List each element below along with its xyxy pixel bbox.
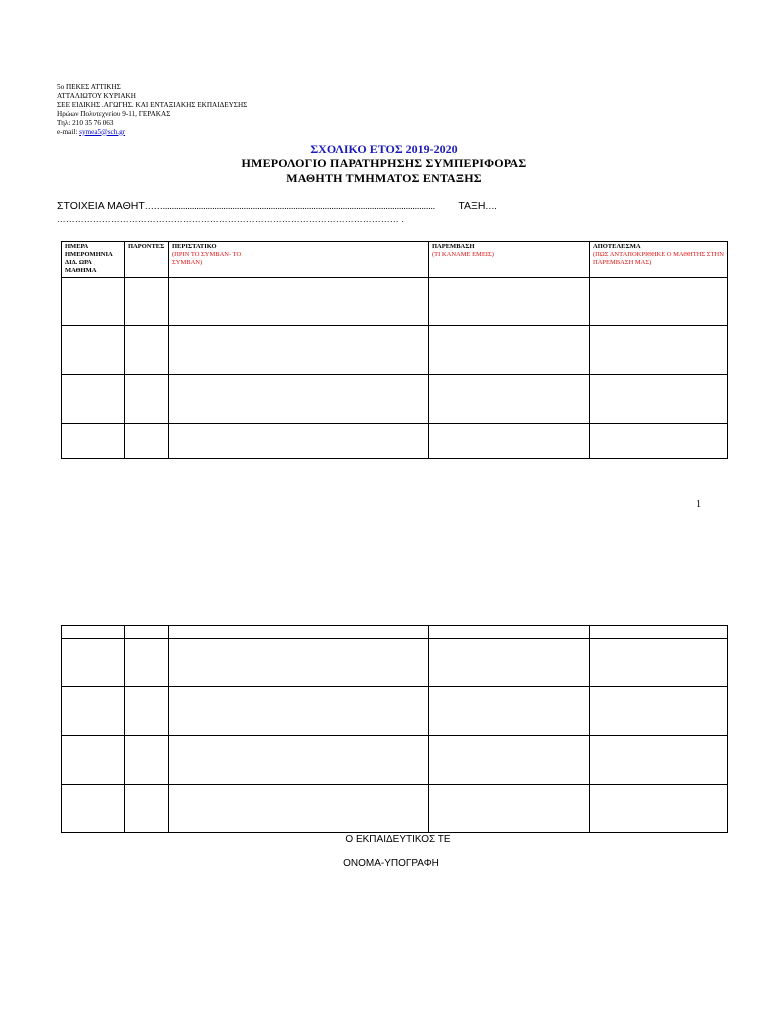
cell-result[interactable]: [590, 375, 728, 424]
cell-intervention[interactable]: [429, 687, 590, 736]
student-label: ΣΤΟΙΧΕΙΑ ΜΑΘΗΤ: [57, 200, 145, 212]
cell-result[interactable]: [590, 639, 728, 687]
cell-result[interactable]: [590, 424, 728, 459]
cell-result[interactable]: [590, 326, 728, 375]
cell-result[interactable]: [590, 278, 728, 326]
header-line-pekes: 5ο ΠΕΚΕΣ ΑΤΤΙΚΗΣ: [57, 83, 121, 91]
student-dots-line: …………………………………………………………………………………………………… .: [57, 214, 405, 224]
header-day: ΗΜΕΡΑ: [65, 243, 89, 250]
cell-incident[interactable]: [169, 278, 429, 326]
cell-result[interactable]: [590, 736, 728, 785]
cell-intervention[interactable]: [429, 785, 590, 833]
behavior-log-table-continued: [61, 625, 728, 833]
header-result: [590, 242, 728, 278]
header-line-email: [57, 128, 247, 137]
header-result-label: ΑΠΟΤΕΛΕΣΜΑ: [593, 243, 641, 250]
header-present: [125, 242, 169, 278]
header-incident: [169, 242, 429, 278]
student-class-title: ΜΑΘΗΤΗ ΤΜΗΜΑΤΟΣ ΕΝΤΑΞΗΣ: [286, 171, 482, 185]
cell-incident[interactable]: [169, 424, 429, 459]
cell-intervention[interactable]: [429, 326, 590, 375]
table-row: [62, 626, 728, 639]
table-header-row: [62, 242, 728, 278]
student-dots: …….........................................................................................................................: [144, 201, 436, 211]
cell-date[interactable]: [62, 736, 125, 785]
cell-date[interactable]: [62, 326, 125, 375]
header-line-phone: Τηλ: 210 35 76 063: [57, 118, 114, 127]
header-line-see: ΣΕΕ ΕΙΔΙΚΗΣ .ΑΓΩΓΗΣ. ΚΑΙ ΕΝΤΑΞΙΑΚΗΣ ΕΚΠΑΙΔΕΥΣΗΣ: [57, 100, 248, 109]
header-line-address: Ηρώων Πολυτεχνείου 9-11, ΓΕΡΑΚΑΣ: [57, 109, 171, 118]
cell-result[interactable]: [590, 626, 728, 639]
cell-incident[interactable]: [169, 326, 429, 375]
cell-present[interactable]: [125, 785, 169, 833]
cell-present[interactable]: [125, 736, 169, 785]
cell-present[interactable]: [125, 375, 169, 424]
table-row: [62, 687, 728, 736]
cell-incident[interactable]: [169, 785, 429, 833]
student-info-line: [57, 200, 497, 212]
cell-present[interactable]: [125, 639, 169, 687]
header-intervention: [429, 242, 590, 278]
page-number: 1: [696, 499, 701, 510]
cell-result[interactable]: [590, 687, 728, 736]
table-row: [62, 375, 728, 424]
table-row: [62, 424, 728, 459]
table-row: [62, 785, 728, 833]
header-date: ΗΜΕΡΟΜΗΝΙΑ: [65, 251, 113, 258]
table-row: [62, 736, 728, 785]
cell-date[interactable]: [62, 639, 125, 687]
header-day-date: [62, 242, 125, 278]
cell-present[interactable]: [125, 278, 169, 326]
header-result-note: (ΠΩΣ ΑΝΤΑΠΟΚΡΙΘΗΚΕ Ο ΜΑΘΗΤΗΣ ΣΤΗΝ ΠΑΡΕΜΒΑΣΗ ΜΑΣ): [593, 251, 724, 266]
signature-label: ΟΝΟΜΑ-ΥΠΟΓΡΑΦΗ: [343, 858, 439, 869]
cell-present[interactable]: [125, 626, 169, 639]
cell-date[interactable]: [62, 278, 125, 326]
table-row: [62, 278, 728, 326]
cell-date[interactable]: [62, 785, 125, 833]
header-incident-note: (ΠΡΙΝ ΤΟ ΣΥΜΒΑΝ- ΤΟ ΣΥΜΒΑΝ): [172, 251, 242, 266]
school-header: [57, 83, 247, 136]
cell-intervention[interactable]: [429, 375, 590, 424]
header-intervention-note: (ΤΙ ΚΑΝΑΜΕ ΕΜΕΙΣ): [432, 251, 494, 258]
cell-intervention[interactable]: [429, 278, 590, 326]
cell-present[interactable]: [125, 424, 169, 459]
cell-incident[interactable]: [169, 736, 429, 785]
header-incident-label: ΠΕΡΙΣΤΑΤΙΚΟ: [172, 243, 217, 250]
header-intervention-label: ΠΑΡΕΜΒΑΣΗ: [432, 243, 475, 250]
class-label: ΤΑΞΗ: [458, 200, 486, 212]
cell-intervention[interactable]: [429, 424, 590, 459]
email-link[interactable]: symea5@sch.gr: [79, 127, 126, 136]
table-row: [62, 639, 728, 687]
cell-present[interactable]: [125, 326, 169, 375]
table-row: [62, 326, 728, 375]
cell-date[interactable]: [62, 626, 125, 639]
cell-intervention[interactable]: [429, 639, 590, 687]
cell-date[interactable]: [62, 687, 125, 736]
header-present-label: ΠΑΡΟΝΤΕΣ: [128, 243, 165, 250]
teacher-label: Ο ΕΚΠΑΙΔΕΥΤΙΚΟΣ ΤΕ: [345, 834, 451, 845]
school-year-title: ΣΧΟΛΙΚΟ ΕΤΟΣ 2019-2020: [310, 142, 458, 156]
behavior-log-table: [61, 241, 728, 459]
cell-present[interactable]: [125, 687, 169, 736]
cell-incident[interactable]: [169, 687, 429, 736]
cell-date[interactable]: [62, 375, 125, 424]
cell-incident[interactable]: [169, 626, 429, 639]
header-line-name: ΑΤΤΑΛΙΩΤΟΥ ΚΥΡΙΑΚΗ: [57, 91, 136, 100]
cell-date[interactable]: [62, 424, 125, 459]
header-subject: ΜΑΘΗΜΑ: [65, 267, 97, 274]
cell-result[interactable]: [590, 785, 728, 833]
class-dots: ….: [485, 201, 497, 211]
cell-intervention[interactable]: [429, 626, 590, 639]
diary-title: ΗΜΕΡΟΛΟΓΙΟ ΠΑΡΑΤΗΡΗΣΗΣ ΣΥΜΠΕΡΙΦΟΡΑΣ: [241, 156, 527, 170]
header-hour: ΔΙΔ. ΩΡΑ: [65, 259, 92, 266]
cell-incident[interactable]: [169, 375, 429, 424]
cell-incident[interactable]: [169, 639, 429, 687]
cell-intervention[interactable]: [429, 736, 590, 785]
email-label: e-mail:: [57, 127, 80, 136]
